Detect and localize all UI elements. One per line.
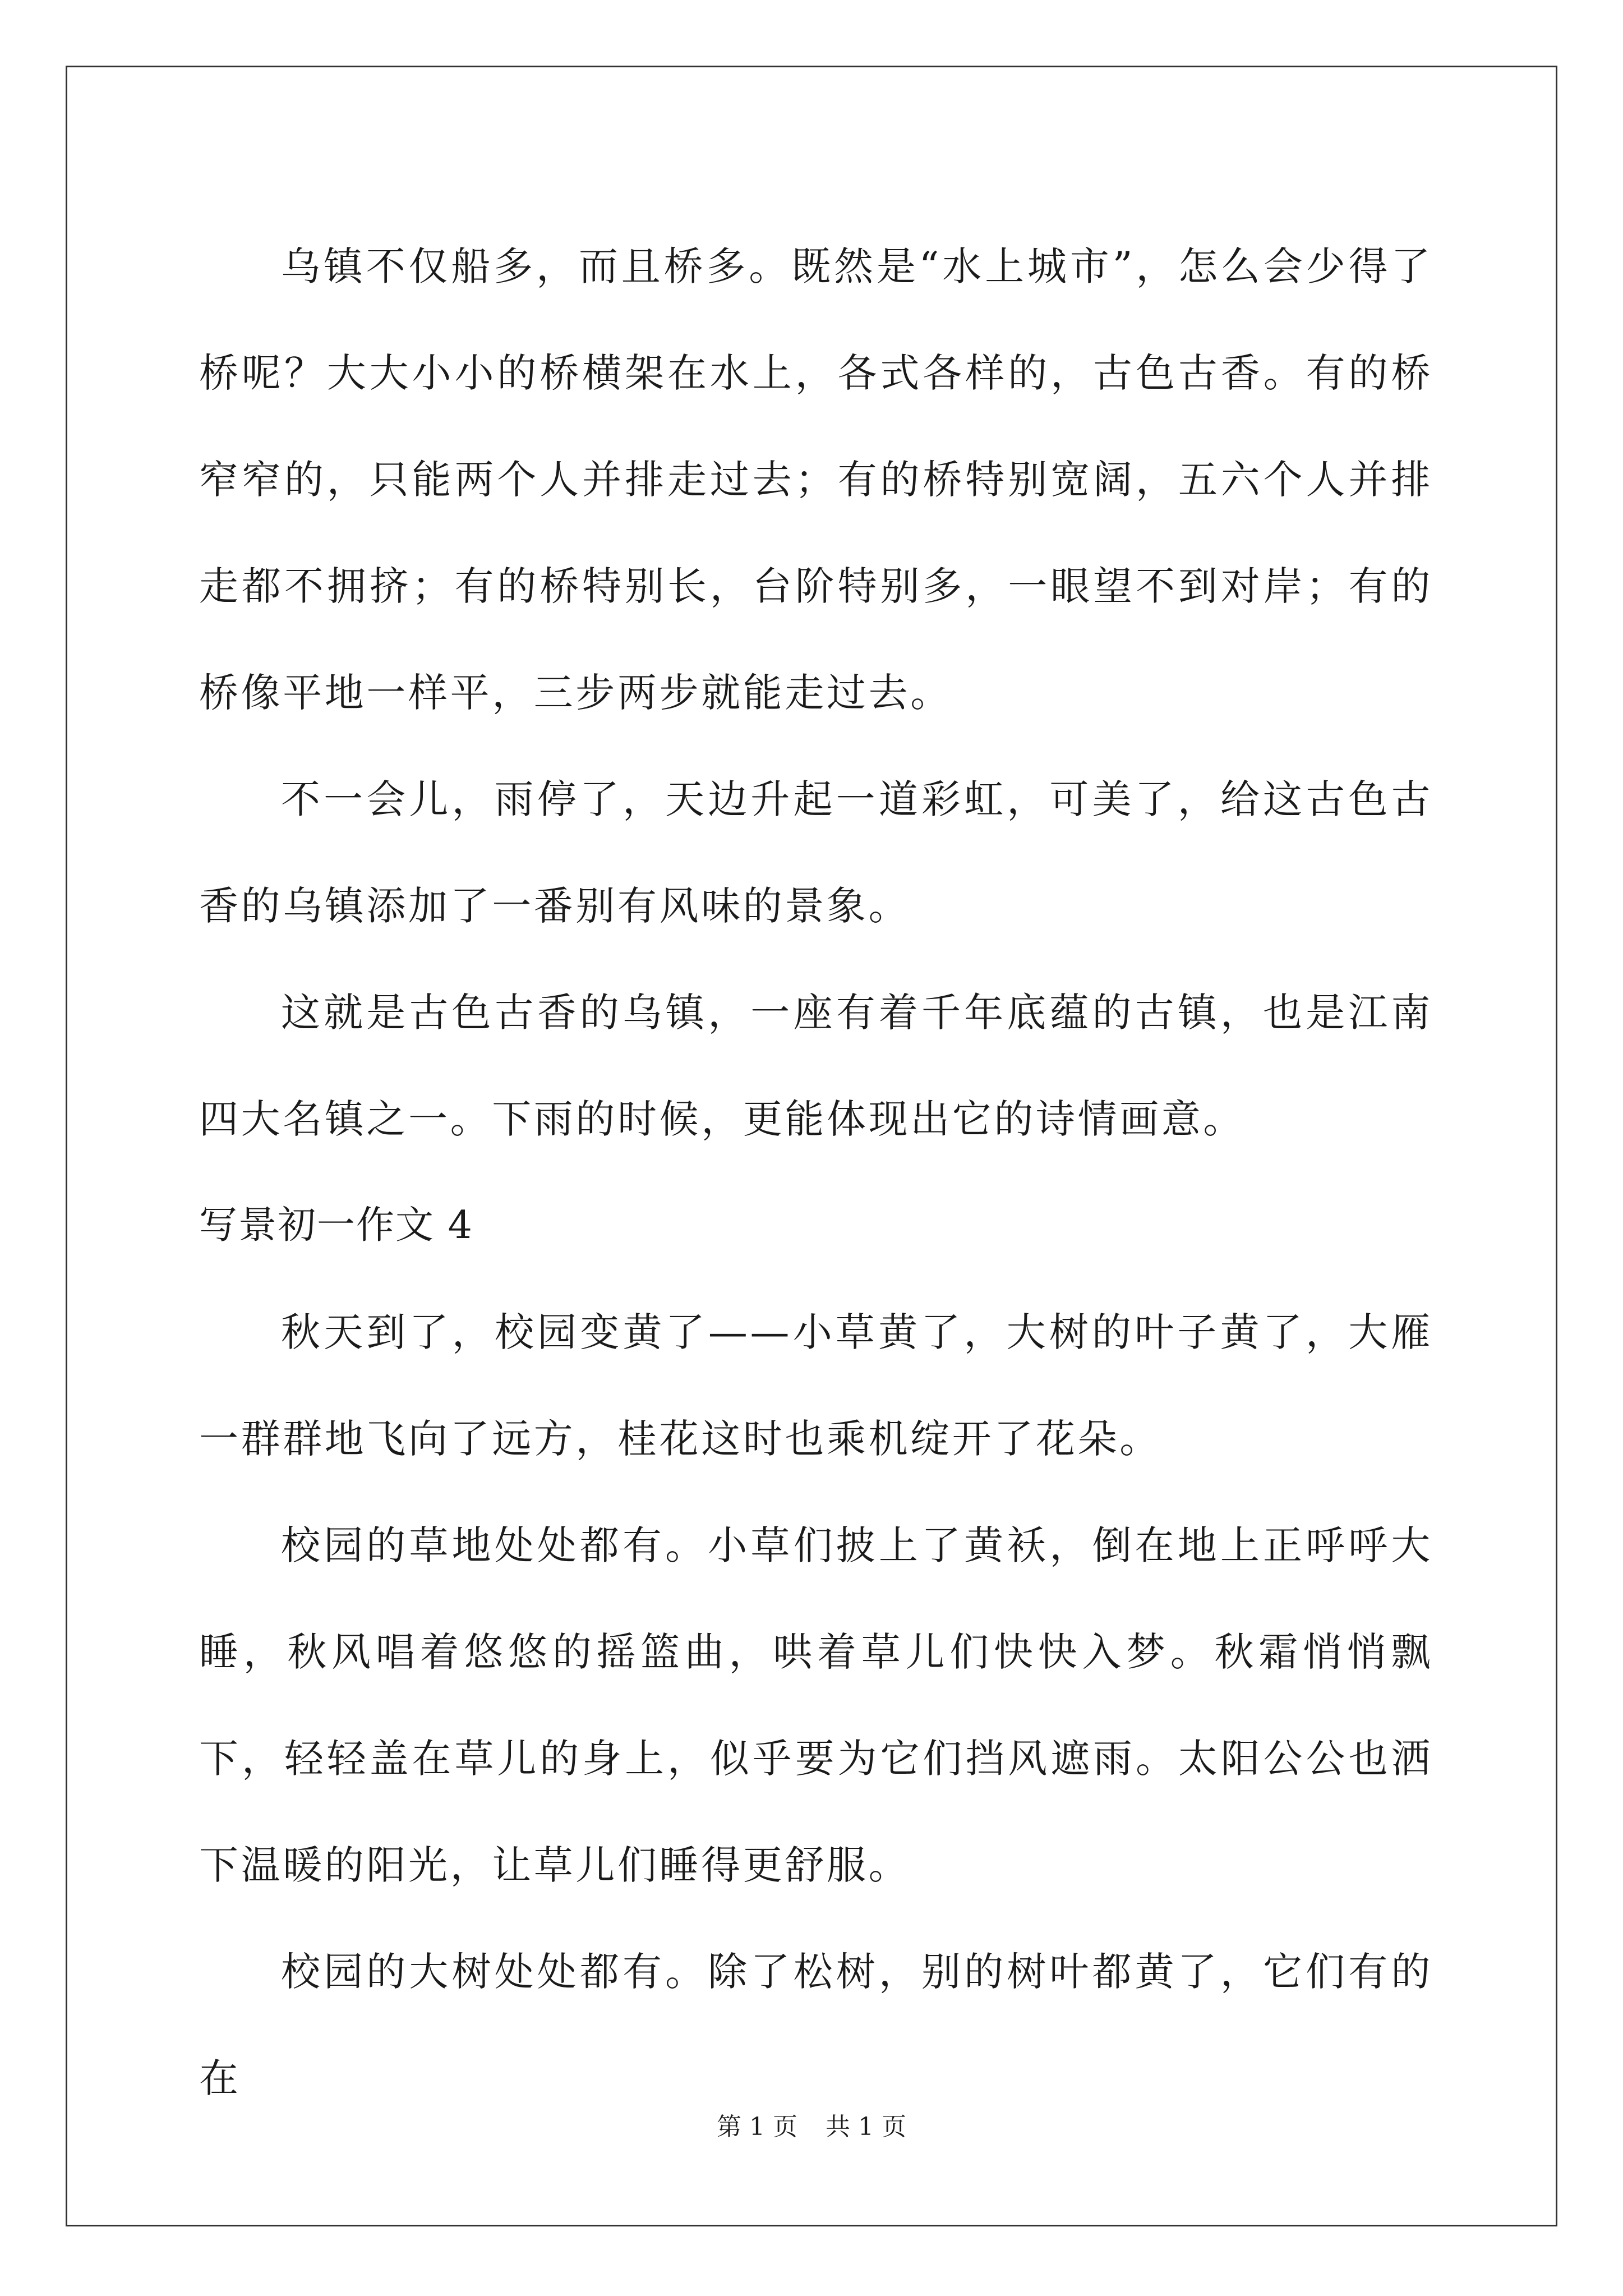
page-total: 共 1 页 — [826, 2113, 906, 2141]
paragraph-bridges: 乌镇不仅船多，而且桥多。既然是“水上城市”，怎么会少得了桥呢？大大小小的桥横架在水上，各式各样的，古色古香。有的桥窄窄的，只能两个人并排走过去；有的桥特别宽阔，五六个人并排走都不拥挤；有的桥特别长，台阶特别多，一眼望不到对岸；有的桥像平地一样平，三步两步就能走过去。 — [199, 243, 1433, 716]
paragraph-wuzhen-summary: 这就是古色古香的乌镇，一座有着千年底蕴的古镇，也是江南四大名镇之一。下雨的时候，更能体现出它的诗情画意。 — [199, 990, 1433, 1142]
essay-heading: 写景初一作文 4 — [199, 1203, 473, 1248]
page-number: 第 1 页 — [717, 2113, 797, 2141]
paragraph-grass: 校园的草地处处都有。小草们披上了黄袄，倒在地上正呼呼大睡，秋风唱着悠悠的摇篮曲，哄着草儿们快快入梦。秋霜悄悄飘下，轻轻盖在草儿的身上，似乎要为它们挡风遮雨。太阳公公也洒下温暖的阳光，让草儿们睡得更舒服。 — [199, 1522, 1433, 1888]
paragraph-trees: 校园的大树处处都有。除了松树，别的树叶都黄了，它们有的在 — [199, 1949, 1433, 2101]
page-footer — [0, 2110, 1623, 2144]
paragraph-rainbow: 不一会儿，雨停了，天边升起一道彩虹，可美了，给这古色古香的乌镇添加了一番别有风味的景象。 — [199, 776, 1433, 929]
document-body — [199, 213, 1433, 2132]
paragraph-autumn-intro: 秋天到了，校园变黄了——小草黄了，大树的叶子黄了，大雁一群群地飞向了远方，桂花这时也乘机绽开了花朵。 — [199, 1309, 1433, 1462]
